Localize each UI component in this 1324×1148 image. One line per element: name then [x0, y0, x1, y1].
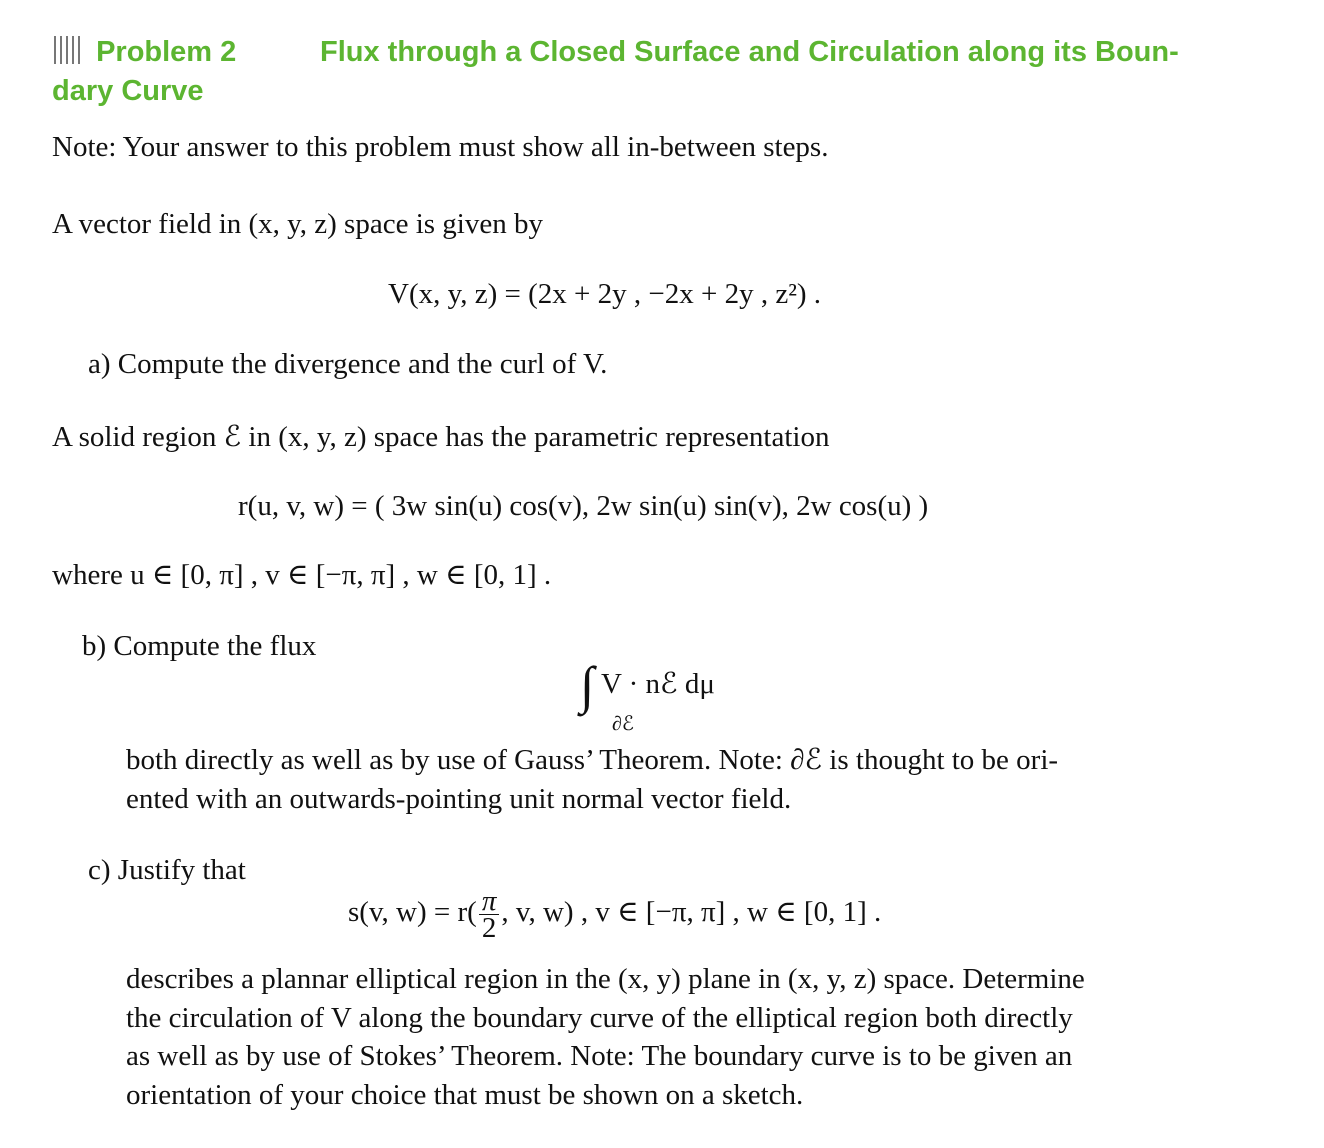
part-b-line2: ented with an outwards-pointing unit normal vector field.	[126, 783, 792, 815]
equation-parametric-r: r(u, v, w) = ( 3w sin(u) cos(v), 2w sin(u) sin(v), 2w cos(u) )	[238, 490, 929, 522]
integral-sign-icon: ∫	[580, 657, 595, 715]
problem-title-line1: Flux through a Closed Surface and Circulation along its Boun-	[320, 36, 1179, 68]
part-c-line2: the circulation of V along the boundary curve of the elliptical region both directly	[126, 1002, 1073, 1034]
equation-v-rhs: (2x + 2y , −2x + 2y , z²) .	[528, 278, 822, 310]
part-b-line1: both directly as well as by use of Gauss’ Theorem. Note: ∂ℰ is thought to be ori-	[126, 744, 1059, 776]
part-b-text: b) Compute the flux	[82, 630, 317, 662]
intro-vector-field: A vector field in (x, y, z) space is given by	[52, 208, 543, 240]
note-text: Note: Your answer to this problem must show all in-between steps.	[52, 131, 829, 163]
part-c-line4: orientation of your choice that must be shown on a sketch.	[126, 1079, 804, 1111]
equation-s	[348, 885, 882, 944]
flux-integral	[580, 657, 715, 715]
equation-v-lhs: V(x, y, z) =	[388, 278, 529, 310]
equation-vector-field	[388, 276, 821, 312]
flux-integrand: V · nℰ dμ	[600, 668, 715, 700]
flux-domain: ∂ℰ	[612, 713, 634, 735]
problem-heading	[52, 36, 236, 69]
fraction-numerator: π	[479, 888, 500, 915]
fraction-pi-over-2	[479, 885, 500, 944]
fraction-denominator: 2	[481, 912, 497, 944]
section-marker-icon	[52, 36, 88, 64]
problem-title-line2: dary Curve	[52, 75, 204, 107]
part-c-line1: describes a plannar elliptical region in the (x, y) plane in (x, y, z) space. Determine	[126, 963, 1085, 995]
part-c-line3: as well as by use of Stokes’ Theorem. Note: The boundary curve is to be given an	[126, 1040, 1073, 1072]
problem-label: Problem 2	[96, 36, 237, 68]
parameter-ranges: where u ∈ [0, π] , v ∈ [−π, π] , w ∈ [0, 1] .	[52, 559, 552, 591]
equation-s-lhs: s(v, w) = r(	[348, 896, 477, 929]
part-a-text: a) Compute the divergence and the curl of V.	[88, 348, 608, 380]
part-c-text: c) Justify that	[88, 854, 246, 886]
equation-s-rhs: , v, w) , v ∈ [−π, π] , w ∈ [0, 1] .	[501, 896, 882, 929]
intro-solid-region: A solid region ℰ in (x, y, z) space has the parametric representation	[52, 421, 830, 453]
